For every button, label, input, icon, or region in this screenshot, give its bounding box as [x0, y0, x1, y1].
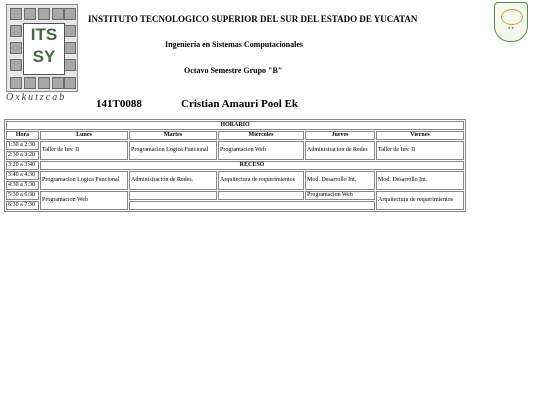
itssy-logo [6, 4, 78, 103]
crest-shield-icon [494, 2, 528, 42]
column-header: Viernes [376, 131, 464, 140]
recess-row [6, 161, 464, 170]
class-cell: Taller de Inv. II [40, 141, 128, 160]
class-cell: Programacion Logica Funcional [40, 171, 128, 190]
class-cell: Arquitectura de requerimientos [376, 191, 464, 210]
class-cell: Mod. Desarrollo Int. [305, 171, 375, 190]
schedule-header-row [6, 131, 464, 140]
empty-cell [129, 201, 375, 210]
class-cell: Programacion Logica Funcional [129, 141, 217, 160]
semester-title: Octavo Semestre Grupo "B" [184, 66, 283, 75]
table-row [6, 141, 464, 150]
class-cell: Administracion de Redes [305, 141, 375, 160]
mayan-glyph-frame [6, 4, 78, 92]
schedule-title: HORARIO [6, 121, 464, 130]
table-row [6, 191, 464, 200]
crest-emblem-icon [501, 9, 523, 25]
class-cell: Programacion Web [40, 191, 128, 210]
time-slot: 3:40 a 4:30 [6, 171, 39, 180]
time-slot: 3:20 a 3:40 [6, 161, 39, 170]
empty-cell [218, 191, 304, 200]
institution-title: INSTITUTO TECNOLOGICO SUPERIOR DEL SUR DEL ESTADO DE YUCATAN [88, 14, 418, 24]
class-cell: Administración de Redes. [129, 171, 217, 190]
student-id: 141T0088 [96, 98, 142, 110]
empty-cell [129, 191, 217, 200]
class-cell: Programacion Web [305, 191, 375, 200]
time-slot: 2:30 a 3:20 [6, 151, 39, 160]
column-header: Lunes [40, 131, 128, 140]
schedule-table [4, 119, 466, 212]
itssy-logo-text: ITS SY [23, 23, 65, 75]
time-slot: 5:30 a 6:30 [6, 191, 39, 200]
time-slot: 6:30 a 7:30 [6, 201, 39, 210]
class-cell: Mod. Desarrollo Int. [376, 171, 464, 190]
time-slot: 4:30 a 5:30 [6, 181, 39, 190]
recess-label: RECESO [40, 161, 464, 170]
time-slot: 1:30 a 2:30 [6, 141, 39, 150]
student-name: Cristian Amauri Pool Ek [181, 98, 299, 110]
class-cell: Arquitectura de requerimientos [218, 171, 304, 190]
column-header: Miércoles [218, 131, 304, 140]
column-header: Hora [6, 131, 39, 140]
column-header: Martes [129, 131, 217, 140]
crest-mark: ● ● [508, 25, 514, 30]
class-cell: Programacion Web [218, 141, 304, 160]
institution-crest-logo [494, 2, 528, 42]
career-title: Ingeniería en Sistemas Computacionales [165, 40, 303, 49]
table-row [6, 171, 464, 180]
logo-caption: Oxkutzcab [6, 92, 67, 103]
class-cell: Taller de Inv. II [376, 141, 464, 160]
column-header: Jueves [305, 131, 375, 140]
